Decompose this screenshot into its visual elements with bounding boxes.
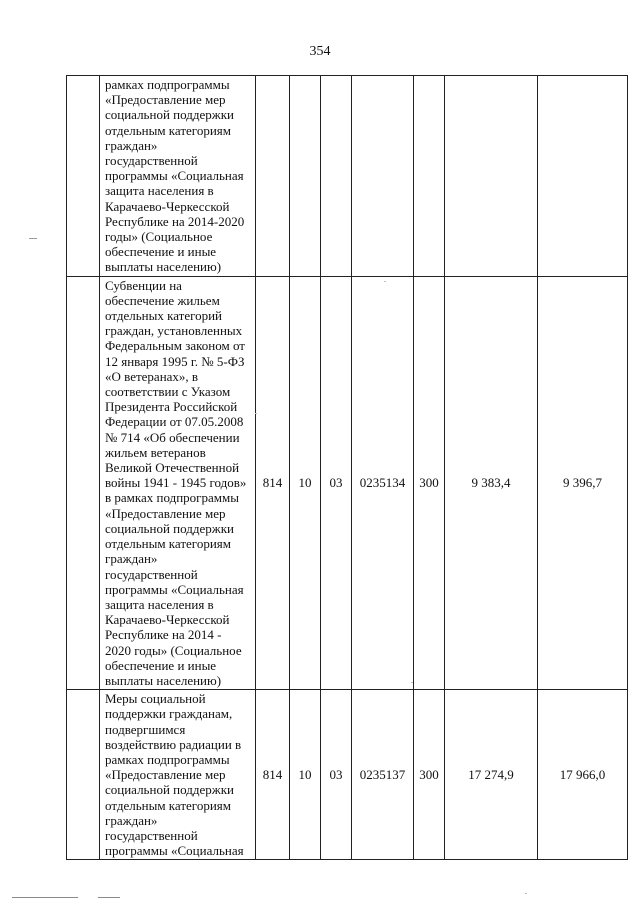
description-line: выплаты населению) bbox=[105, 672, 222, 688]
footer-rule bbox=[98, 897, 120, 898]
sum-year-1-cell: 17 274,9 bbox=[445, 690, 538, 860]
description-line: социальной поддержки bbox=[105, 520, 234, 536]
description-line: отдельным категориям bbox=[105, 122, 231, 138]
expense-type-cell: 300 bbox=[414, 690, 445, 860]
description-line: жильем ветеранов bbox=[105, 444, 206, 460]
subsection-code-cell: 03 bbox=[321, 690, 352, 860]
description-line: программы «Социальная bbox=[105, 581, 244, 597]
description-line: рамках подпрограммы bbox=[105, 77, 230, 92]
ministry-code-cell: 814 bbox=[256, 276, 290, 689]
target-article-cell: 0235137 bbox=[352, 690, 414, 860]
description-line: Республике на 2014-2020 bbox=[105, 213, 245, 229]
description-line: Республике на 2014 - bbox=[105, 627, 222, 643]
description-line: защита населения в bbox=[105, 596, 214, 612]
target-article-cell bbox=[352, 76, 414, 277]
description-line: Федеральным законом от bbox=[105, 338, 245, 354]
description-line: социальной поддержки bbox=[105, 782, 234, 798]
ministry-code-cell bbox=[256, 76, 290, 277]
description-line: отдельным категориям bbox=[105, 797, 231, 813]
subsection-code-cell: 03 bbox=[321, 276, 352, 689]
description-line: граждан» bbox=[105, 812, 158, 828]
description-line: государственной bbox=[105, 153, 198, 169]
index-cell bbox=[67, 276, 100, 689]
expense-type-cell bbox=[414, 76, 445, 277]
description-line: обеспечение и иные bbox=[105, 244, 217, 260]
table-row bbox=[67, 690, 628, 860]
description-line: программы «Социальная bbox=[105, 168, 244, 184]
description-line: Субвенции на bbox=[105, 277, 182, 293]
description-line: Карачаево-Черкесской bbox=[105, 612, 230, 628]
section-code-cell: 10 bbox=[290, 690, 321, 860]
footer-rule bbox=[12, 897, 78, 898]
section-code-cell: 10 bbox=[290, 276, 321, 689]
margin-mark bbox=[29, 238, 37, 239]
description-line: программы «Социальная bbox=[105, 843, 244, 859]
table-row bbox=[67, 276, 628, 689]
index-cell bbox=[67, 690, 100, 860]
description-line: № 714 «Об обеспечении bbox=[105, 429, 240, 445]
description-line: воздействию радиации в bbox=[105, 736, 242, 752]
scan-speck bbox=[411, 682, 413, 683]
ministry-code-cell: 814 bbox=[256, 690, 290, 860]
description-line: 2020 годы» (Социальное bbox=[105, 642, 242, 658]
description-line: социальной поддержки bbox=[105, 107, 234, 123]
description-line: в рамках подпрограммы bbox=[105, 490, 239, 506]
sum-year-2-cell: 9 396,7 bbox=[538, 276, 628, 689]
index-cell bbox=[67, 76, 100, 277]
description-line: Федерации от 07.05.2008 bbox=[105, 414, 244, 430]
sum-year-1-cell: 9 383,4 bbox=[445, 276, 538, 689]
description-line: войны 1941 - 1945 годов» bbox=[105, 475, 247, 491]
target-article-cell: 0235134 bbox=[352, 276, 414, 689]
table-row bbox=[67, 76, 628, 277]
description-line: «Предоставление мер bbox=[105, 505, 226, 521]
description-cell bbox=[100, 276, 256, 689]
description-line: государственной bbox=[105, 566, 198, 582]
section-code-cell bbox=[290, 76, 321, 277]
budget-table bbox=[66, 75, 628, 860]
description-line: «О ветеранах», в bbox=[105, 368, 199, 384]
sum-year-1-cell bbox=[445, 76, 538, 277]
description-line: рамках подпрограммы bbox=[105, 751, 230, 767]
description-line: Великой Отечественной bbox=[105, 460, 240, 476]
description-line: обеспечение и иные bbox=[105, 657, 217, 673]
description-line: Президента Российской bbox=[105, 399, 238, 415]
description-cell bbox=[100, 690, 256, 860]
scan-speck bbox=[384, 281, 386, 282]
description-line: государственной bbox=[105, 827, 198, 843]
description-line: «Предоставление мер bbox=[105, 92, 226, 108]
description-line: граждан» bbox=[105, 137, 158, 153]
scan-speck bbox=[525, 893, 527, 894]
description-line: поддержки гражданам, bbox=[105, 706, 233, 722]
description-line: соответствии с Указом bbox=[105, 384, 231, 400]
description-line: обеспечение жильем bbox=[105, 292, 220, 308]
description-line: выплаты населению) bbox=[105, 259, 222, 275]
description-line: отдельным категориям bbox=[105, 536, 231, 552]
description-line: граждан» bbox=[105, 551, 158, 567]
scan-speck bbox=[255, 413, 257, 414]
description-line: подвергшимся bbox=[105, 721, 186, 737]
description-line: 12 января 1995 г. № 5-ФЗ bbox=[105, 353, 245, 369]
description-cell bbox=[100, 76, 256, 277]
description-line: отдельных категорий bbox=[105, 308, 223, 324]
description-line: защита населения в bbox=[105, 183, 214, 199]
description-line: «Предоставление мер bbox=[105, 767, 226, 783]
description-line: Меры социальной bbox=[105, 691, 206, 707]
description-line: Карачаево-Черкесской bbox=[105, 198, 230, 214]
expense-type-cell: 300 bbox=[414, 276, 445, 689]
sum-year-2-cell bbox=[538, 76, 628, 277]
description-line: граждан, установленных bbox=[105, 323, 243, 339]
description-line: годы» (Социальное bbox=[105, 229, 213, 245]
subsection-code-cell bbox=[321, 76, 352, 277]
sum-year-2-cell: 17 966,0 bbox=[538, 690, 628, 860]
page-number: 354 bbox=[309, 44, 331, 59]
